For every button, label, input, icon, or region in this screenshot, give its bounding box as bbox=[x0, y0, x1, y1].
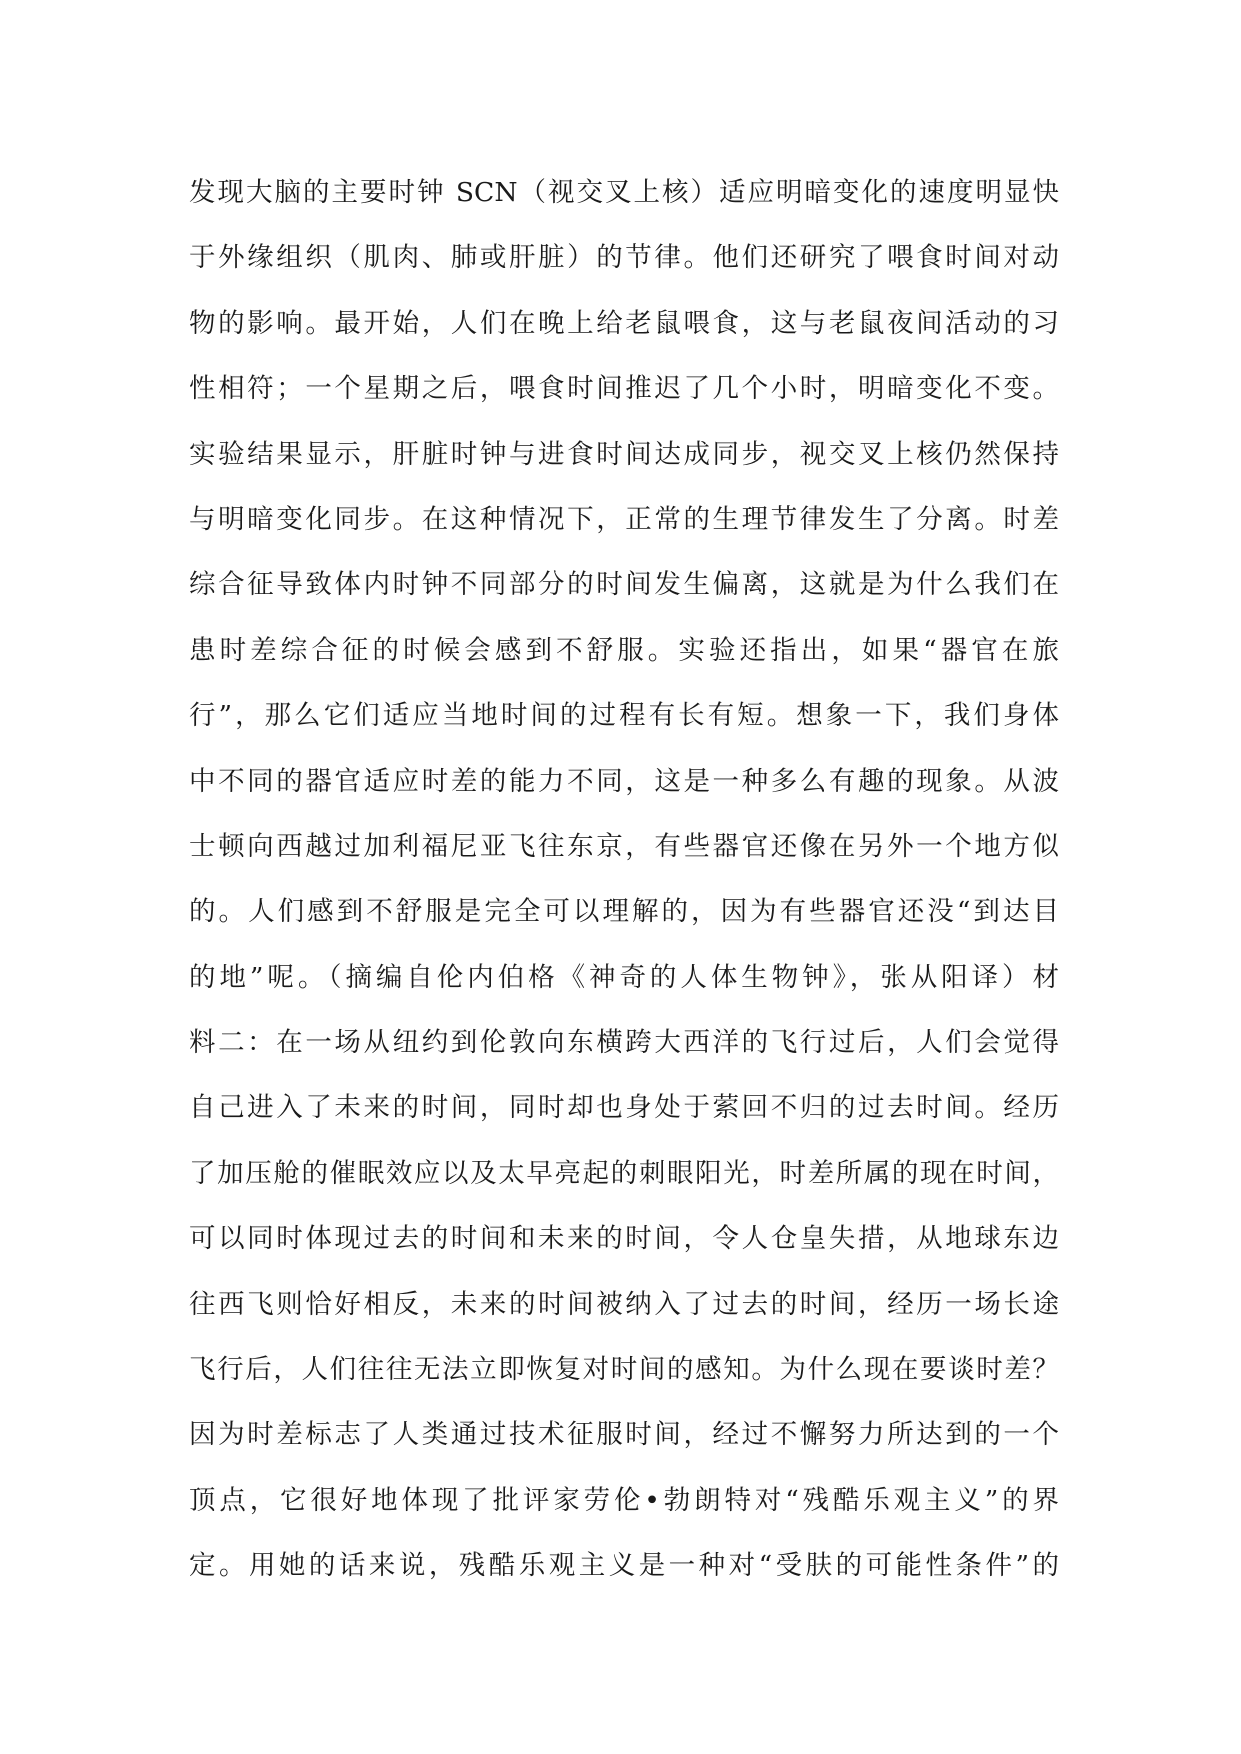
text-line: 顶点，它很好地体现了批评家劳伦•勃朗特对“残酷乐观主义”的界 bbox=[189, 1484, 1059, 1516]
text-line: 定。用她的话来说，残酷乐观主义是一种对“受肤的可能性条件”的 bbox=[189, 1550, 1059, 1582]
text-line: 的地”呢。（摘编自伦内伯格《神奇的人体生物钟》，张从阳译）材 bbox=[189, 961, 1059, 993]
text-line: 综合征导致体内时钟不同部分的时间发生偏离，这就是为什么我们在 bbox=[189, 569, 1059, 601]
text-line: 的。人们感到不舒服是完全可以理解的，因为有些器官还没“到达目 bbox=[189, 896, 1059, 928]
text-line: 可以同时体现过去的时间和未来的时间，令人仓皇失措，从地球东边 bbox=[189, 1223, 1059, 1255]
text-line: 性相符；一个星期之后，喂食时间推迟了几个小时，明暗变化不变。 bbox=[189, 373, 1059, 405]
text-line: 士顿向西越过加利福尼亚飞往东京，有些器官还像在另外一个地方似 bbox=[189, 830, 1059, 862]
text-line: 实验结果显示，肝脏时钟与进食时间达成同步，视交叉上核仍然保持 bbox=[189, 438, 1059, 470]
text-line: 自己进入了未来的时间，同时却也身处于萦回不归的过去时间。经历 bbox=[189, 1092, 1059, 1124]
text-line: 了加压舱的催眠效应以及太早亮起的刺眼阳光，时差所属的现在时间， bbox=[189, 1157, 1059, 1189]
text-line: 物的影响。最开始，人们在晚上给老鼠喂食，这与老鼠夜间活动的习 bbox=[189, 307, 1059, 339]
text-line: 于外缘组织（肌肉、肺或肝脏）的节律。他们还研究了喂食时间对动 bbox=[189, 242, 1059, 274]
text-line: 患时差综合征的时候会感到不舒服。实验还指出，如果“器官在旅 bbox=[189, 634, 1059, 666]
body-paragraph bbox=[189, 160, 1059, 1599]
text-line: 发现大脑的主要时钟 SCN（视交叉上核）适应明暗变化的速度明显快 bbox=[189, 177, 1059, 208]
text-line: 行”，那么它们适应当地时间的过程有长有短。想象一下，我们身体 bbox=[189, 700, 1059, 732]
text-line: 中不同的器官适应时差的能力不同，这是一种多么有趣的现象。从波 bbox=[189, 765, 1059, 797]
text-line: 因为时差标志了人类通过技术征服时间，经过不懈努力所达到的一个 bbox=[189, 1419, 1059, 1451]
text-line: 与明暗变化同步。在这种情况下，正常的生理节律发生了分离。时差 bbox=[189, 503, 1059, 535]
text-line: 往西飞则恰好相反，未来的时间被纳入了过去的时间，经历一场长途 bbox=[189, 1288, 1059, 1320]
text-line: 飞行后，人们往往无法立即恢复对时间的感知。为什么现在要谈时差？ bbox=[189, 1354, 1059, 1386]
text-line: 料二：在一场从纽约到伦敦向东横跨大西洋的飞行过后，人们会觉得 bbox=[189, 1027, 1059, 1059]
